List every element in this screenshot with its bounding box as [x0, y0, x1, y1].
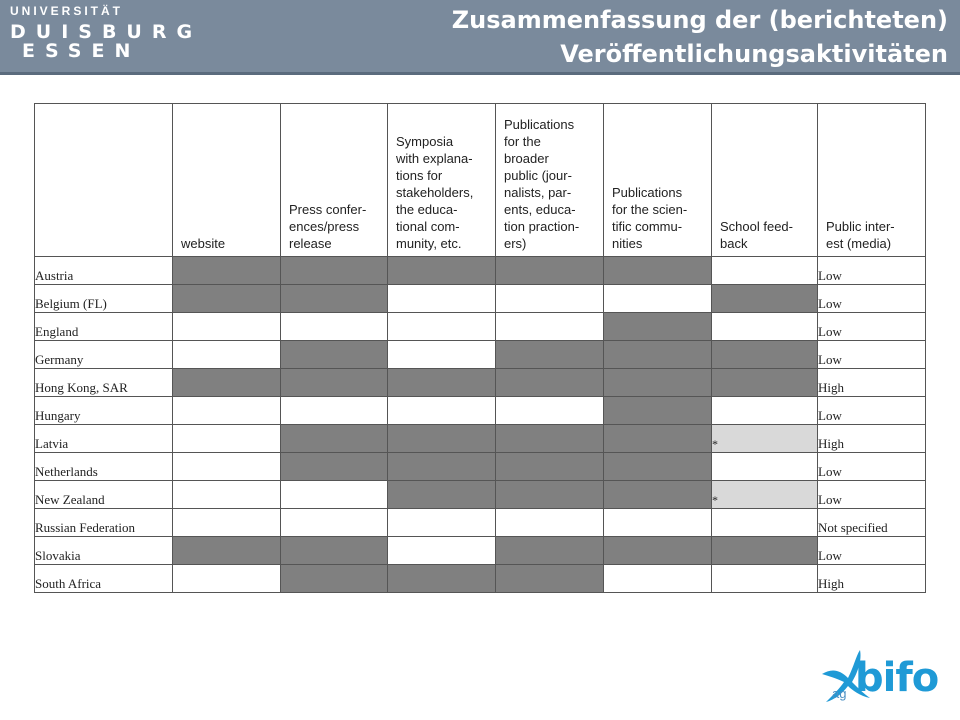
- country-cell: England: [35, 313, 173, 341]
- activity-cell-empty: [173, 565, 281, 593]
- activity-cell-empty: [388, 341, 496, 369]
- country-cell: Belgium (FL): [35, 285, 173, 313]
- country-cell: Latvia: [35, 425, 173, 453]
- activity-cell-filled: [281, 537, 388, 565]
- activity-cell-empty: [496, 285, 604, 313]
- activity-cell-filled: [712, 537, 818, 565]
- activity-cell-filled: [388, 369, 496, 397]
- column-header-country: [35, 104, 173, 257]
- activity-cell-filled: [604, 397, 712, 425]
- public-interest-cell: High: [818, 425, 926, 453]
- activity-cell-filled: [496, 369, 604, 397]
- activity-cell-filled: [173, 369, 281, 397]
- activity-cell-empty: [604, 565, 712, 593]
- activity-cell-empty: [173, 425, 281, 453]
- column-header-2: Press confer- ences/press release: [281, 104, 388, 257]
- activity-cell-filled: [496, 453, 604, 481]
- activity-cell-filled: [496, 425, 604, 453]
- column-header-3: Symposia with explana- tions for stakeholders, the educa- tional com- munity, etc.: [388, 104, 496, 257]
- activity-cell-empty: [712, 397, 818, 425]
- table-row: [35, 285, 926, 313]
- activity-cell-empty: [173, 313, 281, 341]
- public-interest-cell: Low: [818, 313, 926, 341]
- activity-cell-empty: [712, 257, 818, 285]
- activity-cell-filled: [496, 565, 604, 593]
- public-interest-cell: Low: [818, 481, 926, 509]
- activity-cell-empty: [281, 397, 388, 425]
- column-header-1: website: [173, 104, 281, 257]
- country-cell: New Zealand: [35, 481, 173, 509]
- activity-cell-filled: [281, 257, 388, 285]
- activity-cell-empty: [604, 509, 712, 537]
- activity-cell-filled: [604, 369, 712, 397]
- slide-title-line-1: Zusammenfassung der (berichteten): [451, 6, 948, 34]
- country-cell: Russian Federation: [35, 509, 173, 537]
- column-header-6: School feed- back: [712, 104, 818, 257]
- activity-cell-filled: [388, 481, 496, 509]
- country-cell: Germany: [35, 341, 173, 369]
- activity-cell-filled: [604, 453, 712, 481]
- table-row: [35, 509, 926, 537]
- column-header-7: Public inter- est (media): [818, 104, 926, 257]
- activity-cell-filled: [496, 537, 604, 565]
- activity-cell-filled: [388, 565, 496, 593]
- bifo-logo-text: bifo: [855, 655, 939, 701]
- activity-cell-filled: [712, 341, 818, 369]
- table-row: [35, 313, 926, 341]
- activity-cell-empty: [496, 509, 604, 537]
- activity-cell-empty: [173, 453, 281, 481]
- activity-cell-empty: [712, 565, 818, 593]
- activity-cell-empty: [281, 481, 388, 509]
- table-row: [35, 453, 926, 481]
- table-row: [35, 537, 926, 565]
- activity-cell-empty: [712, 509, 818, 537]
- activity-cell-empty: [281, 313, 388, 341]
- header-divider: [0, 72, 960, 75]
- public-interest-cell: Low: [818, 257, 926, 285]
- activity-cell-empty: [712, 453, 818, 481]
- activity-cell-empty: [604, 285, 712, 313]
- activity-cell-filled: [604, 537, 712, 565]
- activity-cell-filled: [604, 425, 712, 453]
- activity-cell-empty: [173, 341, 281, 369]
- public-interest-cell: Low: [818, 341, 926, 369]
- activity-cell-empty: [173, 481, 281, 509]
- activity-cell-filled: [281, 285, 388, 313]
- country-cell: Hong Kong, SAR: [35, 369, 173, 397]
- activity-cell-filled: [388, 257, 496, 285]
- activity-cell-empty: [712, 313, 818, 341]
- activity-cell-filled: [281, 425, 388, 453]
- activity-cell-empty: [388, 285, 496, 313]
- activity-cell-filled: [496, 341, 604, 369]
- public-interest-cell: Low: [818, 537, 926, 565]
- activity-cell-empty: [173, 509, 281, 537]
- activity-cell-empty: [388, 313, 496, 341]
- country-cell: South Africa: [35, 565, 173, 593]
- activity-cell-filled: [496, 257, 604, 285]
- slide-title-line-2: Veröffentlichungsaktivitäten: [560, 40, 948, 68]
- activity-cell-filled: [604, 313, 712, 341]
- slide-title: [452, 3, 948, 71]
- activity-cell-filled: [388, 425, 496, 453]
- table-row: [35, 257, 926, 285]
- activity-cell-partial: *: [712, 425, 818, 453]
- public-interest-cell: Low: [818, 397, 926, 425]
- table-row: [35, 397, 926, 425]
- activity-cell-filled: [281, 453, 388, 481]
- country-cell: Austria: [35, 257, 173, 285]
- table-row: [35, 369, 926, 397]
- activity-cell-partial: *: [712, 481, 818, 509]
- activity-cell-filled: [173, 537, 281, 565]
- activity-cell-filled: [281, 369, 388, 397]
- activity-cell-empty: [496, 313, 604, 341]
- activity-cell-filled: [604, 481, 712, 509]
- country-cell: Slovakia: [35, 537, 173, 565]
- table-row: [35, 565, 926, 593]
- activity-cell-filled: [496, 481, 604, 509]
- public-interest-cell: Not specified: [818, 509, 926, 537]
- activity-cell-filled: [712, 369, 818, 397]
- table-row: [35, 425, 926, 453]
- public-interest-cell: Low: [818, 453, 926, 481]
- activity-cell-empty: [388, 397, 496, 425]
- country-cell: Netherlands: [35, 453, 173, 481]
- activity-cell-filled: [281, 341, 388, 369]
- activity-cell-filled: [173, 257, 281, 285]
- publication-activity-table: [34, 103, 926, 593]
- activity-cell-filled: [388, 453, 496, 481]
- table-header-row: [35, 104, 926, 257]
- activity-cell-filled: [281, 565, 388, 593]
- public-interest-cell: Low: [818, 285, 926, 313]
- activity-cell-filled: [712, 285, 818, 313]
- table-body: [35, 257, 926, 593]
- column-header-4: Publications for the broader public (jour- nalists, par- ents, educa- tion praction- ers): [496, 104, 604, 257]
- activity-cell-filled: [604, 341, 712, 369]
- university-logo-duisburg: DUISBURG: [10, 21, 203, 43]
- public-interest-cell: High: [818, 565, 926, 593]
- activity-cell-empty: [388, 537, 496, 565]
- activity-cell-empty: [388, 509, 496, 537]
- activity-cell-filled: [173, 285, 281, 313]
- university-logo-top: UNIVERSITÄT: [10, 4, 124, 18]
- activity-cell-empty: [281, 509, 388, 537]
- country-cell: Hungary: [35, 397, 173, 425]
- column-header-5: Publications for the scien- tific commu- nities: [604, 104, 712, 257]
- bifo-logo-ag: ag: [832, 686, 847, 701]
- table-row: [35, 341, 926, 369]
- activity-cell-empty: [496, 397, 604, 425]
- table-row: [35, 481, 926, 509]
- activity-cell-filled: [604, 257, 712, 285]
- activity-cell-empty: [173, 397, 281, 425]
- public-interest-cell: High: [818, 369, 926, 397]
- publication-table-wrapper: [34, 103, 926, 593]
- university-logo-essen: ESSEN: [22, 40, 141, 62]
